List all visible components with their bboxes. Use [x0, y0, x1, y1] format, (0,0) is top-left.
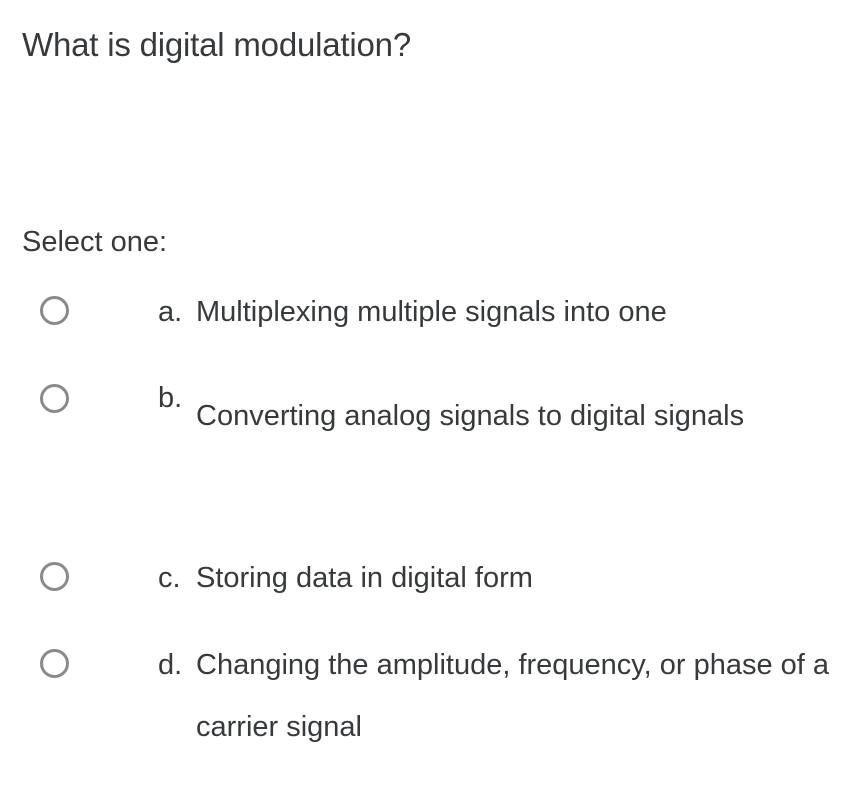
option-text-c[interactable]: Storing data in digital form: [196, 562, 533, 594]
radio-button-c[interactable]: [40, 562, 69, 591]
option-letter-c: c.: [158, 562, 181, 594]
radio-button-a[interactable]: [40, 296, 69, 325]
select-one-prompt: Select one:: [22, 226, 168, 258]
option-text-d[interactable]: Changing the amplitude, frequency, or phase of a carrier signal: [196, 649, 830, 743]
question-text: What is digital modulation?: [22, 26, 411, 63]
radio-button-d[interactable]: [40, 649, 69, 678]
option-letter-b: b.: [158, 382, 183, 414]
option-text-b[interactable]: Converting analog signals to digital signals: [196, 400, 745, 432]
radio-button-b[interactable]: [40, 384, 69, 413]
option-letter-d: d.: [158, 649, 183, 681]
option-letter-a: a.: [158, 296, 183, 328]
option-text-a[interactable]: Multiplexing multiple signals into one: [196, 296, 667, 328]
